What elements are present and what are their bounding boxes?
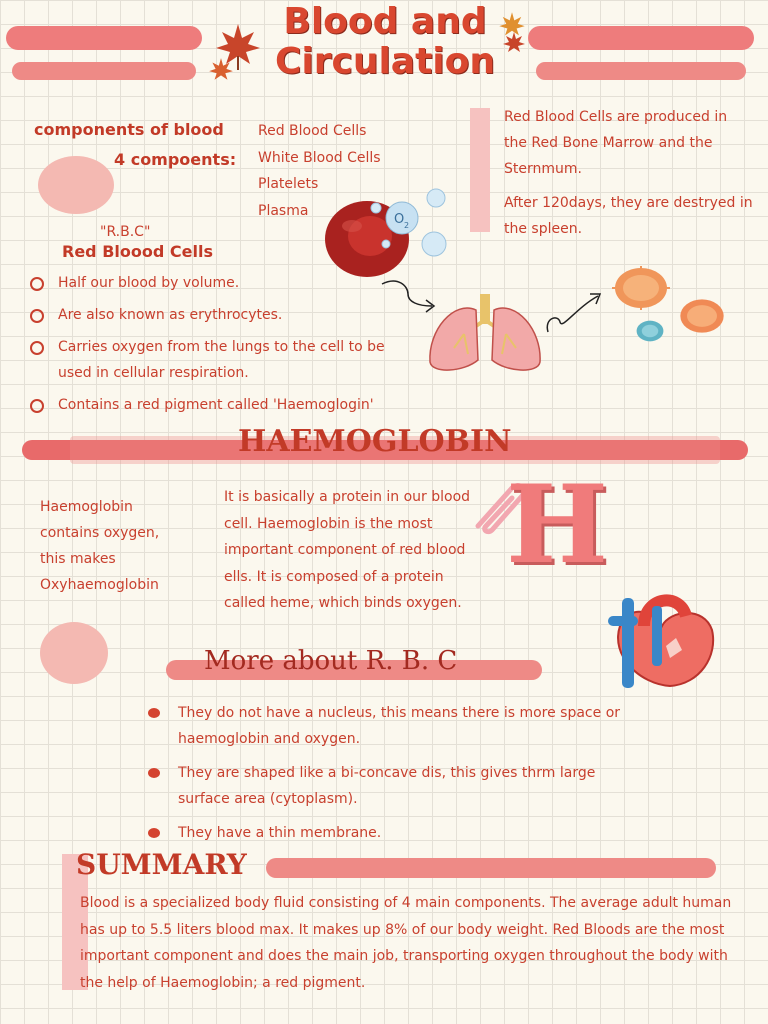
virus-icon	[610, 264, 672, 312]
page-title	[190, 2, 580, 82]
components-heading: components of blood	[34, 120, 224, 139]
production-side-bar	[470, 108, 490, 232]
summary-body: Blood is a specialized body fluid consisting of 4 main components. The average adult human has up to 5.5 liters blood max. It makes up 8% of our body weight. Red Bloods are the most important component and does the main job, transporting oxygen throughout the body with the help of Haemoglobin; a red pigment.	[80, 895, 732, 991]
bullet-dot-icon	[148, 708, 160, 718]
o2-bubble-icon	[366, 188, 452, 258]
header-bar-left-top	[6, 26, 202, 50]
rbc-title: Red Bloood Cells	[62, 242, 213, 261]
rbc-abbreviation: "R.B.C"	[100, 224, 151, 240]
production-para-1: Red Blood Cells are produced in the Red Bone Marrow and the Sternmum.	[504, 109, 728, 177]
list-item: Contains a red pigment called 'Haemoglogin'	[30, 392, 400, 418]
haemoglobin-letter: H	[506, 462, 609, 588]
heart-icon	[600, 586, 722, 690]
arrow-icon	[542, 288, 604, 336]
list-item: Are also known as erythrocytes.	[30, 302, 400, 328]
bullet-circle-icon	[30, 309, 44, 323]
haemoglobin-body: It is basically a protein in our blood cell. Haemoglobin is the most important component of red blood ells. It is composed of a protein called heme, which binds oxygen.	[224, 489, 471, 611]
list-item: They are shaped like a bi-concave dis, this gives thrm large surface area (cytoplasm).	[148, 760, 638, 812]
bullet-dot-icon	[148, 768, 160, 778]
pink-circle-decoration	[38, 156, 114, 214]
component-item: Red Blood Cells	[258, 123, 367, 139]
summary-heading: SUMMARY	[76, 848, 247, 881]
list-item: They do not have a nucleus, this means there is more space or haemoglobin and oxygen.	[148, 700, 638, 752]
virus-icon	[634, 318, 666, 344]
more-about-heading: More about R. B. C	[204, 646, 458, 676]
rbc-points	[30, 270, 400, 424]
svg-text:2: 2	[404, 221, 410, 230]
title-line-2: Circulation	[274, 41, 496, 82]
virus-icon	[676, 296, 728, 336]
bullet-circle-icon	[30, 277, 44, 291]
svg-text:O: O	[394, 212, 405, 227]
component-item: Platelets	[258, 176, 319, 192]
component-item: Plasma	[258, 202, 309, 219]
haemoglobin-side-note: Haemoglobin contains oxygen, this makes Oxyhaemoglobin	[40, 499, 160, 593]
list-item: Half our blood by volume.	[30, 270, 400, 296]
bullet-circle-icon	[30, 399, 44, 413]
haemoglobin-heading: HAEMOGLOBIN	[238, 424, 512, 459]
list-item: They have a thin membrane.	[148, 820, 638, 846]
summary-bar	[266, 858, 716, 878]
components-subheading: 4 compoents:	[114, 150, 237, 169]
lungs-icon	[424, 290, 546, 376]
list-item: Carries oxygen from the lungs to the cell to be used in cellular respiration.	[30, 334, 400, 386]
header-bar-left-bottom	[12, 62, 196, 80]
pink-circle-decoration	[40, 622, 108, 684]
bullet-dot-icon	[148, 828, 160, 838]
component-item: White Blood Cells	[258, 149, 381, 166]
more-about-points	[148, 700, 638, 846]
production-text	[504, 104, 754, 242]
title-line-1: Blood and	[283, 1, 487, 42]
bullet-circle-icon	[30, 341, 44, 355]
production-para-2: After 120days, they are destryed in the spleen.	[504, 195, 753, 237]
